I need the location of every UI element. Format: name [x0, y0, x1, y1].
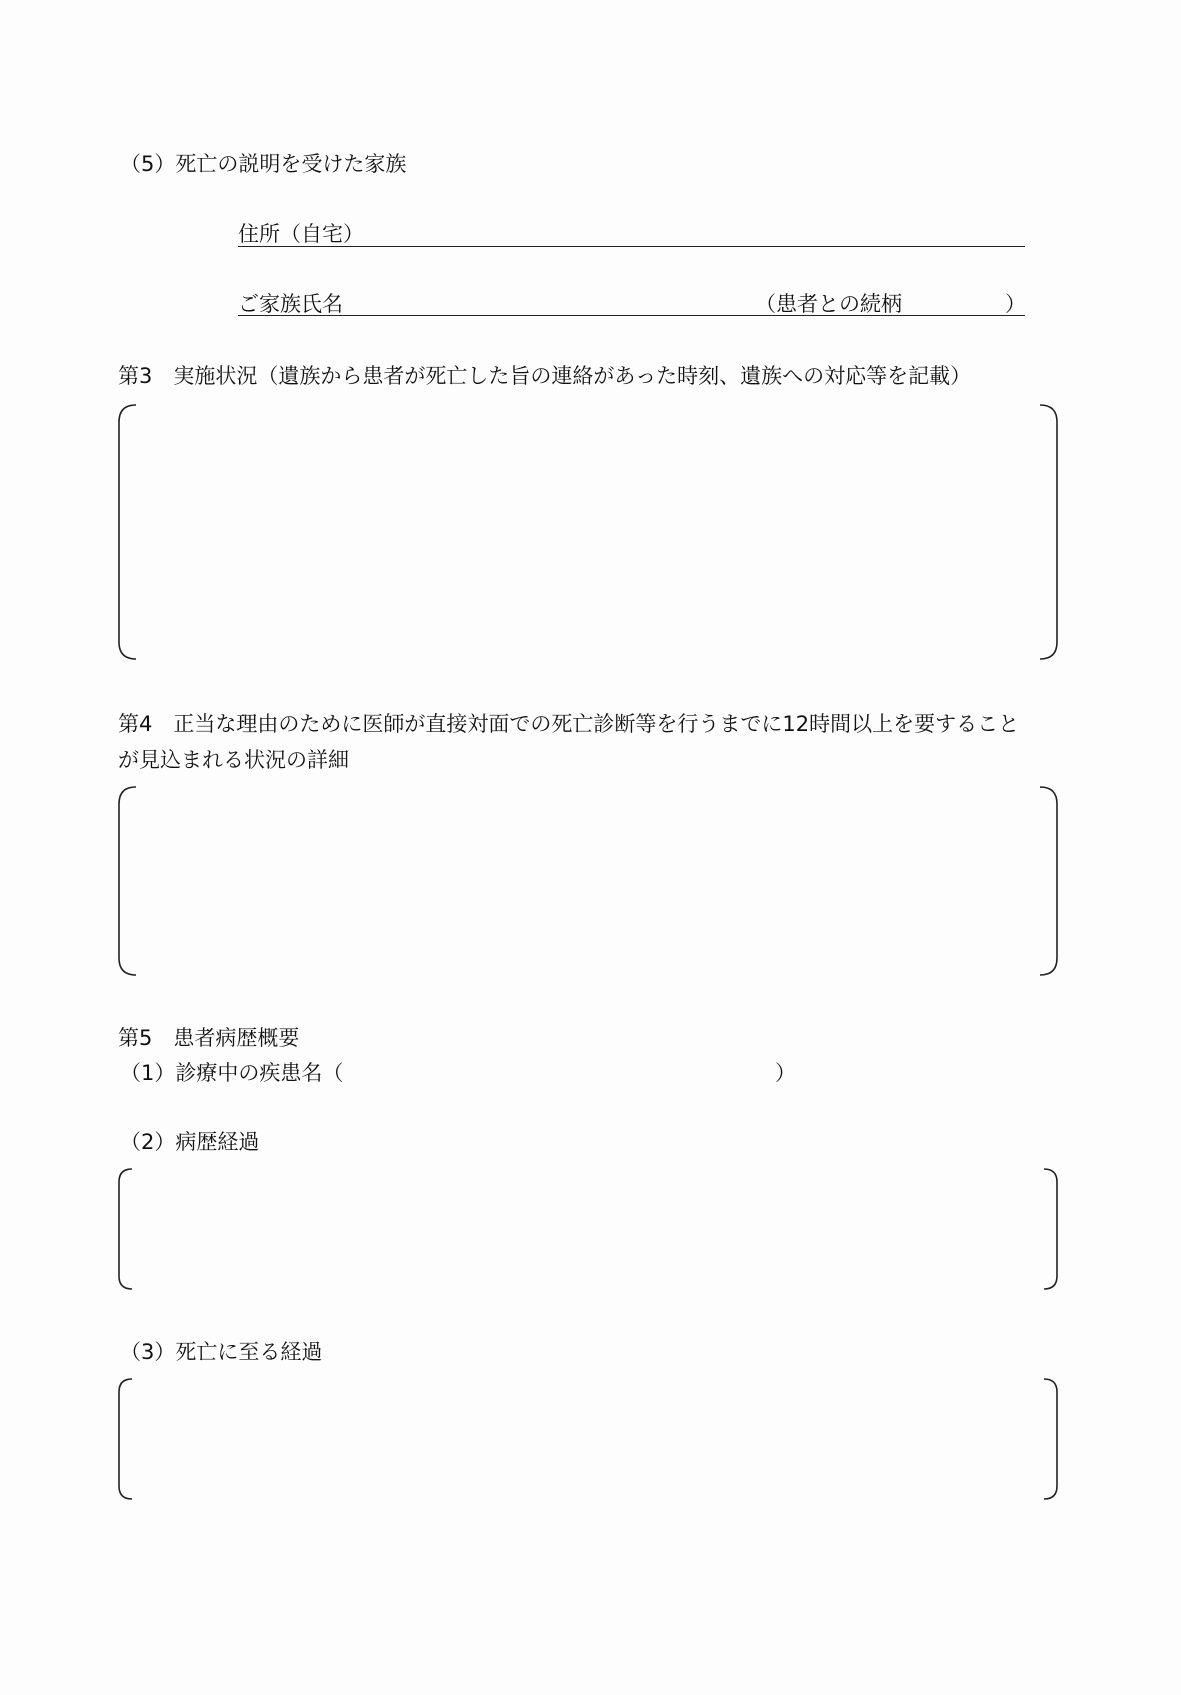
- item-3-text-area[interactable]: [118, 1378, 1058, 1500]
- item-1-disease-close: ）: [775, 1061, 796, 1085]
- section-4-heading-line-2: が見込まれる状況の詳細: [118, 748, 349, 772]
- section-4-heading-line-1: 第4 正当な理由のために医師が直接対面での死亡診断等を行うまでに12時間以上を要すること: [118, 712, 1020, 736]
- family-name-label: ご家族氏名: [238, 292, 343, 316]
- relationship-close: ）: [1005, 292, 1026, 316]
- item-2-history-label: （2）病歴経過: [120, 1130, 260, 1154]
- section-3-bracket-frame: [118, 404, 1058, 660]
- item-1-disease-label: （1）診療中の疾患名（: [120, 1061, 344, 1085]
- relationship-open: （患者との続柄: [755, 292, 902, 316]
- item-3-bracket-frame: [118, 1378, 1058, 1500]
- family-name-field-line[interactable]: [238, 315, 1025, 316]
- address-field-line[interactable]: [238, 246, 1025, 247]
- section-3-text-area[interactable]: [118, 404, 1058, 660]
- item-2-text-area[interactable]: [118, 1168, 1058, 1290]
- address-label: 住所（自宅）: [238, 222, 364, 246]
- item-2-bracket-frame: [118, 1168, 1058, 1290]
- section-3-heading: 第3 実施状況（遺族から患者が死亡した旨の連絡があった時刻、遺族への対応等を記載）: [118, 364, 972, 388]
- section-4-text-area[interactable]: [118, 786, 1058, 976]
- section-4-bracket-frame: [118, 786, 1058, 976]
- item-5-heading: （5）死亡の説明を受けた家族: [120, 152, 407, 176]
- item-3-course-label: （3）死亡に至る経過: [120, 1340, 323, 1364]
- section-5-heading: 第5 患者病歴概要: [118, 1026, 300, 1050]
